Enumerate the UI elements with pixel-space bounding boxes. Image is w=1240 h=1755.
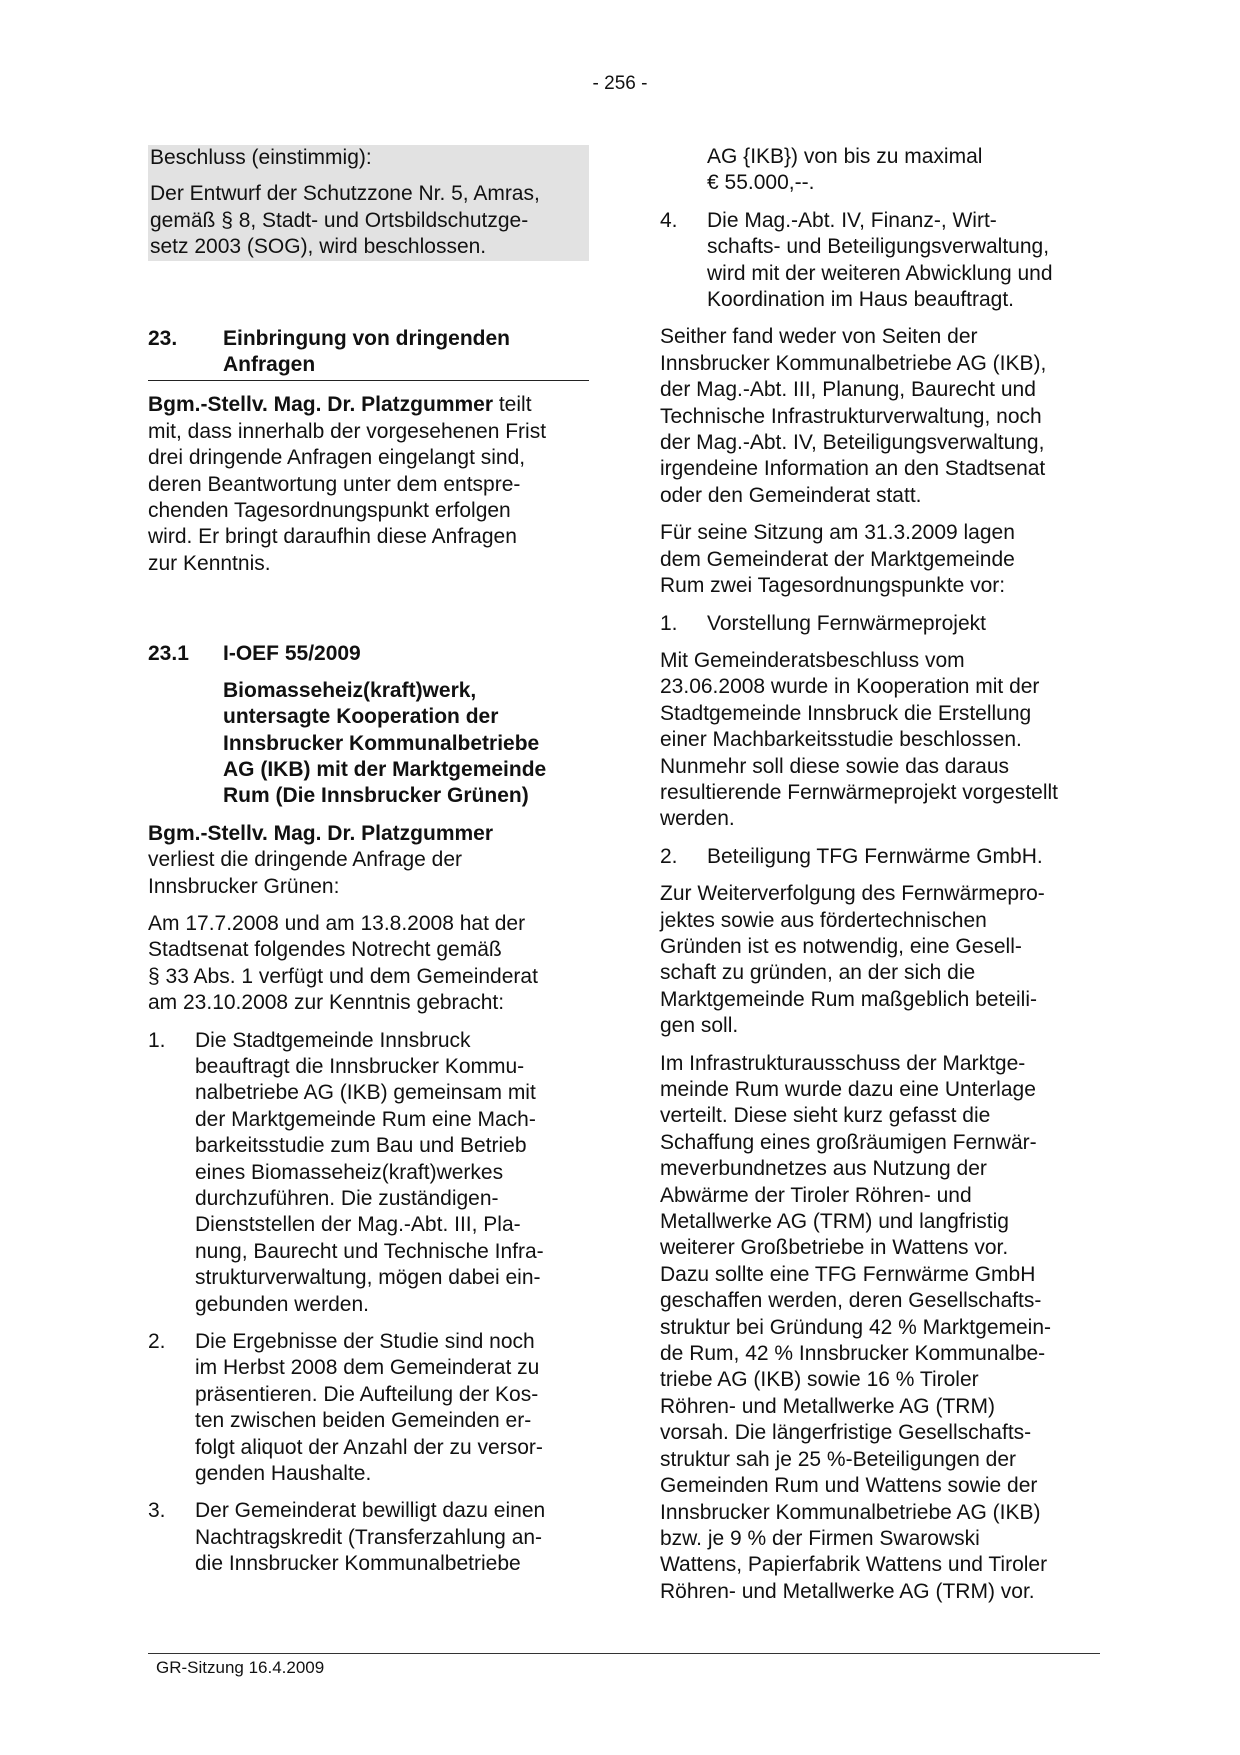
section-number: 23. [148,326,178,350]
decision-box [148,145,589,261]
notrecht-paragraph: Am 17.7.2008 und am 13.8.2008 hat der Stadtsenat folgendes Notrecht gemäß § 33 Abs. 1 verfügt und dem Gemeinderat am 23.10.2008 zur Kenntnis gebracht: [148,911,538,1015]
section-number: 23.1 [148,642,189,666]
right-column [660,144,1100,1605]
left-column [148,144,589,1578]
section-23-heading [148,326,589,382]
list-item-continuation: AG {IKB}) von bis zu maximal € 55.000,--. [707,145,983,195]
list-text: Die Ergebnisse der Studie sind noch im Herbst 2008 dem Gemeinderat zu präsentieren. Die Aufteilung der Kos- ten zwischen beiden Gemeinden er- folgt aliquot der Anzahl der zu versor- genden Haushalte. [195,1330,543,1486]
agenda-item [660,611,1100,637]
speaker-paragraph [148,821,589,900]
list-number: 4. [660,208,678,232]
infrastruktur-paragraph: Im Infrastrukturausschuss der Marktge- meinde Rum wurde dazu eine Unterlage verteilt. Diese sieht kurz gefasst die Schaffung eines großräumigen Fernwär- meverbundnetzes aus Nutzung der Abwärme der Tiroler Röhren- und Metallwerke AG (TRM) und langfristig weiterer Großbetriebe in Wattens vor. Dazu sollte eine TFG Fernwärme GmbH geschaffen werden, deren Gesellschafts- struktur bei Gründung 42 % Marktgemein- de Rum, 42 % Innsbrucker Kommunalbe- triebe AG (IKB) sowie 16 % Tiroler Röhren- und Metallwerke AG (TRM) vorsah. Die längerfristige Gesellschafts- struktur sah je 25 %-Beteiligungen der Gemeinden Rum und Wattens sowie der Innsbrucker Kommunalbetriebe AG (IKB) bzw. je 9 % der Firmen Swarowski Wattens, Papierfabrik Wattens und Tiroler Röhren- und Metallwerke AG (TRM) vor. [660,1051,1052,1603]
list-item [660,208,1100,314]
section-23-1-heading [148,641,589,667]
section-title: Einbringung von dringenden Anfragen [223,326,510,377]
list-number: 3. [148,1499,166,1523]
page-number: - 256 - [592,73,648,94]
footer-text: GR-Sitzung 16.4.2009 [156,1658,325,1677]
section-23-paragraph [148,392,589,577]
list-item [148,1498,589,1577]
agenda-number: 1. [660,611,678,635]
speaker-name: Bgm.-Stellv. Mag. Dr. Platzgummer [148,821,494,845]
speaker-name: Bgm.-Stellv. Mag. Dr. Platzgummer [148,393,494,417]
list-text: Die Stadtgemeinde Innsbruck beauftragt die Innsbrucker Kommu- nalbetriebe AG (IKB) gemeinsam mit der Marktgemeinde Rum eine Mach- barkeitsstudie zum Bau und Betrieb eines Biomasseheiz(kraft)werkes durchzuführen. Die zuständigen- Dienststellen der Mag.-Abt. III, Pla- nung, Baurecht und Technische Infra- strukturverwaltung, mögen dabei ein- gebunden werden. [195,1028,544,1316]
list-item [148,1329,589,1487]
list-number: 2. [148,1330,166,1354]
list-text: Der Gemeinderat bewilligt dazu einen Nachtragskredit (Transferzahlung an- die Innsbrucker Kommunalbetriebe [195,1499,546,1576]
paragraph-text: teilt mit, dass innerhalb der vorgesehenen Frist drei dringende Anfragen eingelangt sind, deren Beantwortung unter dem entspre- chenden Tagesordnungspunkt erfolgen wird. Er bringt daraufhin diese Anfragen zur Kenntnis. [148,393,547,575]
agenda-text: Vorstellung Fernwärmeprojekt [707,611,986,635]
footer-rule [148,1653,1100,1654]
agenda-item [660,844,1100,870]
agenda-number: 2. [660,844,678,868]
decision-title: Beschluss (einstimmig): [150,146,372,169]
list-item [148,1028,589,1318]
paragraph-text: verliest die dringende Anfrage der Innsbrucker Grünen: [148,848,463,898]
decision-text: Der Entwurf der Schutzzone Nr. 5, Amras, gemäß § 8, Stadt- und Ortsbildschutzge- setz 2003 (SOG), wird beschlossen. [150,182,540,259]
agenda-text: Beteiligung TFG Fernwärme GmbH. [707,844,1043,868]
weiterverfolgung-paragraph: Zur Weiterverfolgung des Fernwärmepro- jektes sowie aus fördertechnischen Gründen ist es notwendig, eine Gesell- schaft zu gründen, an der sich die Marktgemeinde Rum maßgeblich beteili- gen soll. [660,882,1045,1038]
list-text: Die Mag.-Abt. IV, Finanz-, Wirt- schafts- und Beteiligungsverwaltung, wird mit der weiteren Abwicklung und Koordination im Haus beauftragt. [707,208,1053,312]
beschluss-paragraph: Mit Gemeinderatsbeschluss vom 23.06.2008 wurde in Kooperation mit der Stadtgemeinde Innsbruck die Erstellung einer Machbarkeitsstudie beschlossen. Nunmehr soll diese sowie das daraus resultierende Fernwärmeprojekt vorgestellt werden. [660,648,1059,831]
sitzung-paragraph: Für seine Sitzung am 31.3.2009 lagen dem Gemeinderat der Marktgemeinde Rum zwei Tagesordnungspunkte vor: [660,521,1015,598]
inquiry-code: I-OEF 55/2009 [223,642,361,666]
section-23-1-subtitle: Biomasseheiz(kraft)werk, untersagte Kooperation der Innsbrucker Kommunalbetriebe AG (IKB) mit der Marktgemeinde Rum (Die Innsbrucker Grünen) [223,678,547,808]
list-number: 1. [148,1028,166,1052]
seither-paragraph: Seither fand weder von Seiten der Innsbrucker Kommunalbetriebe AG (IKB), der Mag.-Abt. III, Planung, Baurecht und Technische Infrastrukturverwaltung, noch der Mag.-Abt. IV, Beteiligungsverwaltung, irgendeine Information an den Stadtsenat oder den Gemeinderat statt. [660,325,1047,507]
